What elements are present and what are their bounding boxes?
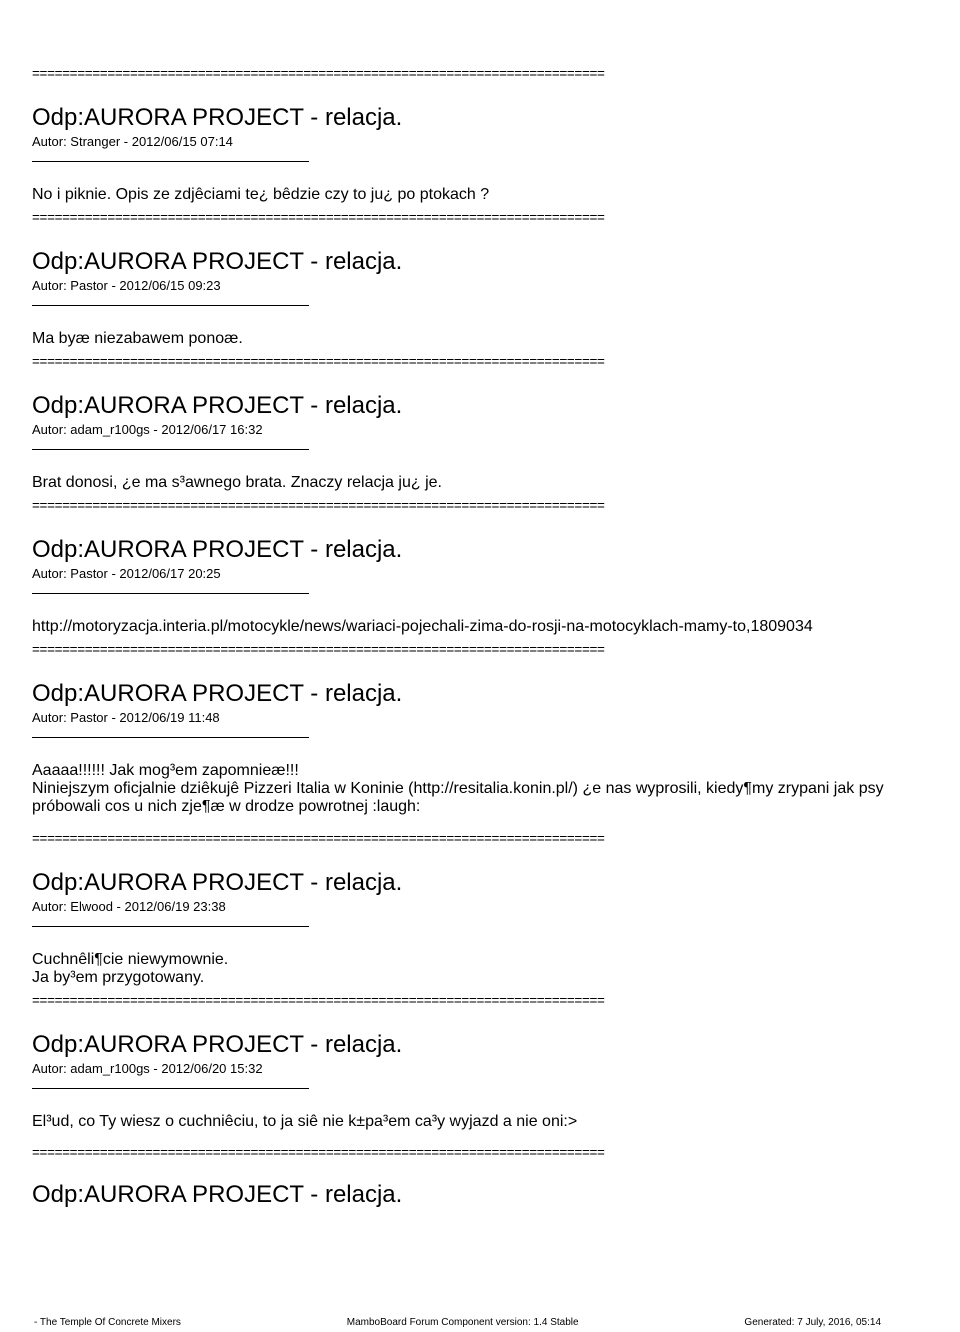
post-divider <box>32 593 309 594</box>
post <box>32 536 912 636</box>
separator-line: ============================================================================ <box>32 210 605 225</box>
separator-line: ============================================================================ <box>32 354 605 369</box>
footer-site-name: - The Temple Of Concrete Mixers <box>34 1317 181 1328</box>
post-title: Odp:AURORA PROJECT - relacja. <box>32 680 403 707</box>
post-divider <box>32 305 309 306</box>
separator-line: ============================================================================ <box>32 642 605 657</box>
post-text-line: Cuchnêli¶cie niewymownie. <box>32 951 229 968</box>
post-body <box>32 618 912 636</box>
post <box>32 869 912 987</box>
post-title: Odp:AURORA PROJECT - relacja. <box>32 1031 403 1058</box>
post-title: Odp:AURORA PROJECT - relacja. <box>32 869 403 896</box>
post-author: Autor: Stranger - 2012/06/15 07:14 <box>32 134 233 149</box>
post-text-line: Ma byæ niezabawem ponoæ. <box>32 330 243 347</box>
separator-line: ============================================================================ <box>32 498 605 513</box>
post-divider <box>32 926 309 927</box>
post <box>32 1031 912 1131</box>
post-title: Odp:AURORA PROJECT - relacja. <box>32 1181 403 1208</box>
post-text-line: El³ud, co Ty wiesz o cuchniêciu, to ja siê nie k±pa³em ca³y wyjazd a nie oni:> <box>32 1113 578 1130</box>
separator-line: ============================================================================ <box>32 993 605 1008</box>
post-body <box>32 474 912 492</box>
post-text-line: Niniejszym oficjalnie dziêkujê Pizzeri Italia w Koninie (http://resitalia.konin.pl/) ¿e nas wyprosili, kiedy¶my zrypani jak psy próbowali cos u nich zje¶æ w drodze powrotnej :laugh: <box>32 780 884 815</box>
footer-generated-date: Generated: 7 July, 2016, 05:14 <box>744 1317 881 1328</box>
post <box>32 392 912 492</box>
separator-line: ============================================================================ <box>32 831 605 846</box>
post-text-line: Aaaaa!!!!!! Jak mog³em zapomnieæ!!! <box>32 762 299 779</box>
post-title: Odp:AURORA PROJECT - relacja. <box>32 104 403 131</box>
post-divider <box>32 737 309 738</box>
post-author: Autor: adam_r100gs - 2012/06/20 15:32 <box>32 1061 263 1076</box>
post-divider <box>32 161 309 162</box>
separator-line: ============================================================================ <box>32 1145 605 1160</box>
page-footer <box>34 1317 881 1329</box>
post <box>32 248 912 348</box>
forum-thread-export <box>32 66 912 1209</box>
post-body <box>32 1113 912 1131</box>
post-body <box>32 762 912 816</box>
post-author: Autor: Pastor - 2012/06/17 20:25 <box>32 566 221 581</box>
post <box>32 104 912 204</box>
post-title: Odp:AURORA PROJECT - relacja. <box>32 392 403 419</box>
post-author: Autor: adam_r100gs - 2012/06/17 16:32 <box>32 422 263 437</box>
post-body <box>32 951 912 987</box>
post-divider <box>32 449 309 450</box>
footer-component-version: MamboBoard Forum Component version: 1.4 Stable <box>346 1317 579 1328</box>
post-author: Autor: Elwood - 2012/06/19 23:38 <box>32 899 226 914</box>
post-body <box>32 330 912 348</box>
post-author: Autor: Pastor - 2012/06/15 09:23 <box>32 278 221 293</box>
post-link-text: http://motoryzacja.interia.pl/motocykle/news/wariaci-pojechali-zima-do-rosji-na-motocyklach-mamy-to,1809034 <box>32 618 813 635</box>
post-title: Odp:AURORA PROJECT - relacja. <box>32 536 403 563</box>
post-divider <box>32 1088 309 1089</box>
post <box>32 680 912 816</box>
post-body <box>32 186 912 204</box>
post-text-line: Brat donosi, ¿e ma s³awnego brata. Znaczy relacja ju¿ je. <box>32 474 442 491</box>
post-text-line: Ja by³em przygotowany. <box>32 969 205 986</box>
separator-line: ============================================================================ <box>32 66 605 81</box>
post-title: Odp:AURORA PROJECT - relacja. <box>32 248 403 275</box>
post-text-line: No i piknie. Opis ze zdjêciami te¿ bêdzie czy to ju¿ po ptokach ? <box>32 186 490 203</box>
post-author: Autor: Pastor - 2012/06/19 11:48 <box>32 710 220 725</box>
